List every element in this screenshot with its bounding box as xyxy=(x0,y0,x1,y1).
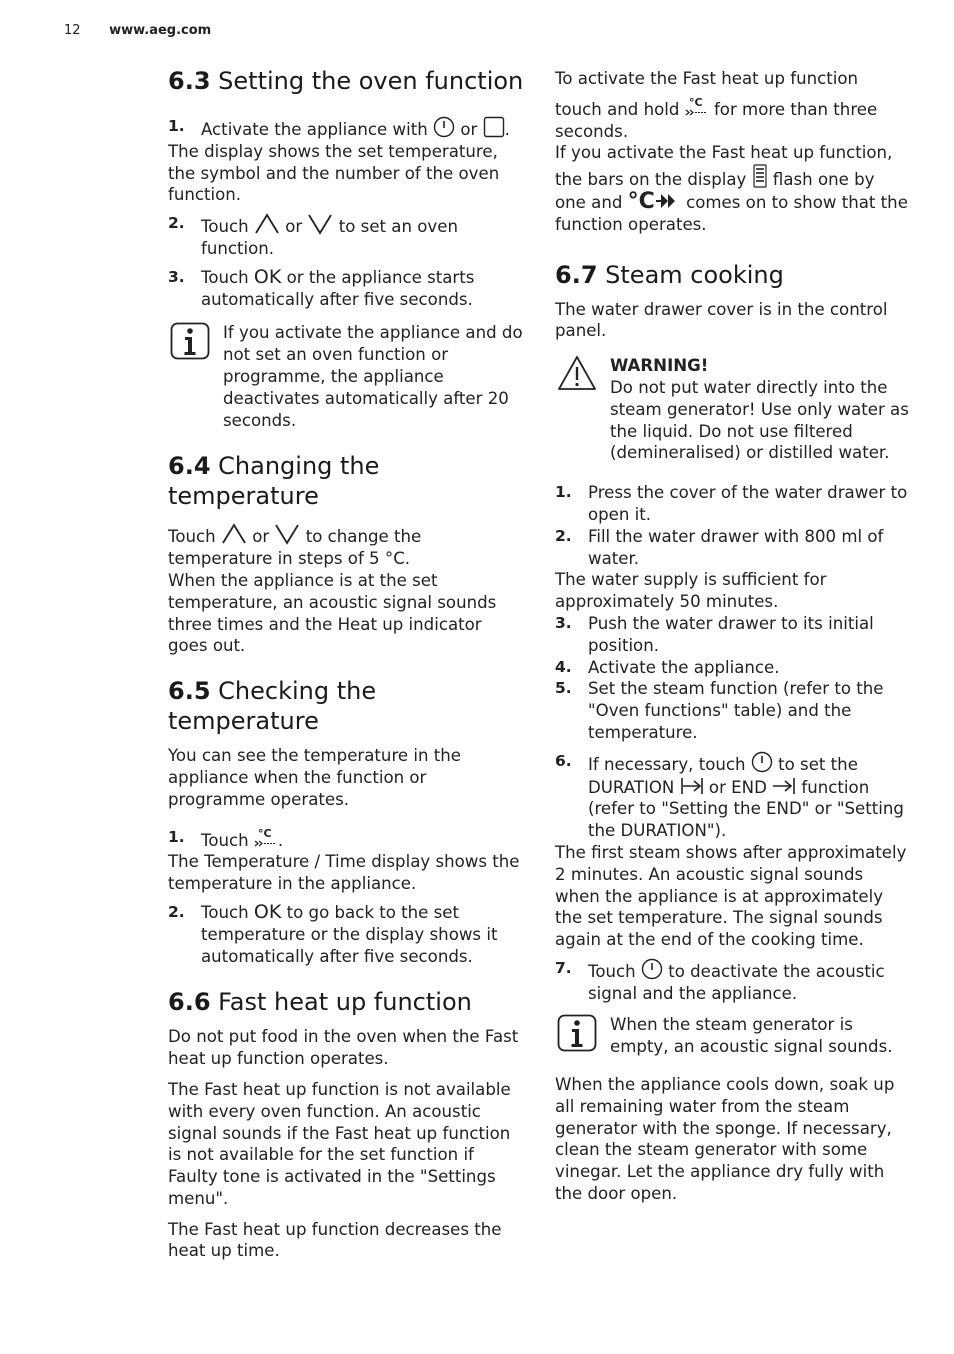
step-item: 2. Fill the water drawer with 800 ml of water. xyxy=(555,526,884,568)
chevron-down-icon xyxy=(307,213,333,235)
thermometer-celsius-icon xyxy=(685,96,709,118)
fast-forward-arrow-icon xyxy=(655,191,681,211)
step-item: 1. Press the cover of the water drawer to open it. xyxy=(555,483,908,524)
paragraph: Do not put food in the oven when the Fast heat up function operates. xyxy=(168,1027,519,1069)
paragraph: When the appliance is at the set temperature, an acoustic signal sounds three times and the Heat up indicator goes out. xyxy=(168,570,497,656)
thermometer-celsius-icon xyxy=(254,827,278,849)
step-continuation: The display shows the set temperature, the symbol and the number of the oven function. xyxy=(168,141,500,205)
duration-icon xyxy=(680,776,704,796)
step-item: 1. Activate the appliance with or . xyxy=(168,117,510,139)
ok-icon: OK xyxy=(253,900,282,923)
warning-note xyxy=(555,355,910,464)
paragraph: The Fast heat up function decreases the heat up time. xyxy=(168,1219,502,1261)
chevron-up-icon xyxy=(221,523,247,545)
step-item: 2. Touch OK to go back to the set temperature or the display shows it automatically after five seconds. xyxy=(168,900,498,966)
step-item: 2. Touch or to set an oven function. xyxy=(168,214,458,258)
page-header xyxy=(64,23,211,38)
warning-text: Do not put water directly into the steam generator! Use only water as the liquid. Do not use filtered (demineralised) or distilled water. xyxy=(610,377,909,463)
warning-triangle-icon xyxy=(557,355,597,397)
paragraph: The water supply is sufficient for approximately 50 minutes. xyxy=(555,570,827,612)
section-6-7-heading: 6.7 Steam cooking xyxy=(555,260,784,289)
step-item: 5. Set the steam function (refer to the "Oven functions" table) and the temperature. xyxy=(555,679,884,742)
info-icon xyxy=(557,1014,597,1058)
section-6-4-heading: 6.4 Changing the temperature xyxy=(168,452,380,511)
left-column xyxy=(168,66,524,1262)
step-item: 1. Touch °C . xyxy=(168,826,284,850)
square-icon xyxy=(483,116,505,138)
paragraph: The first steam shows after approximately 2 minutes. An acoustic signal sounds when the appliance is at approximately the set temperature. The signal sounds again at the end of the cooking time. xyxy=(555,842,907,950)
section-6-5-heading: 6.5 Checking the temperature xyxy=(168,677,377,736)
section-6-3-heading: 6.3 Setting the oven function xyxy=(168,67,524,95)
warning-title: WARNING! xyxy=(610,356,709,376)
chevron-up-icon xyxy=(254,213,280,235)
end-icon xyxy=(772,776,796,796)
paragraph: touch and hold °C for more than three seconds. xyxy=(555,95,878,141)
paragraph: To activate the Fast heat up function xyxy=(555,69,859,88)
step-item: 6. If necessary, touch to set the DURATION or END function (refer to "Setting the END" or "Setting the DURATION"). xyxy=(555,751,904,841)
paragraph: If you activate the Fast heat up function, the bars on the display flash one by one and °C comes on to show that the function operates. xyxy=(555,143,908,234)
step-item: 4. Activate the appliance. xyxy=(555,657,780,677)
heat-up-indicator-icon: °C xyxy=(628,193,681,212)
info-note: When the steam generator is empty, an acoustic signal sounds. xyxy=(555,1014,910,1058)
svg-text:°C: °C xyxy=(257,826,272,840)
svg-text:°C: °C xyxy=(688,95,703,109)
step-item: 7. Touch to deactivate the acoustic signal and the appliance. xyxy=(555,958,885,1003)
paragraph: Touch or to change the temperature in steps of 5 °C. xyxy=(168,523,524,570)
page-number: 12 xyxy=(64,23,81,38)
paragraph: The Fast heat up function is not available with every oven function. An acoustic signal sounds if the Fast heat up function is not available for the set function if Faulty tone is activated in the "Settings menu". xyxy=(168,1079,511,1208)
info-note: If you activate the appliance and do not set an oven function or programme, the appliance deactivates automatically after 20 seconds. xyxy=(168,322,524,431)
clock-icon xyxy=(751,751,773,773)
step-continuation: The Temperature / Time display shows the temperature in the appliance. xyxy=(168,852,520,894)
info-icon xyxy=(170,322,210,366)
step-item: 3. Push the water drawer to its initial position. xyxy=(555,613,874,655)
website: www.aeg.com xyxy=(109,23,212,38)
right-column xyxy=(555,68,910,1205)
paragraph: The water drawer cover is in the control panel. xyxy=(555,299,888,341)
clock-icon xyxy=(641,958,663,980)
paragraph: You can see the temperature in the appliance when the function or programme operates. xyxy=(168,746,462,809)
display-bars-icon xyxy=(752,164,768,188)
step-item: 3. Touch OK or the appliance starts automatically after five seconds. xyxy=(168,265,475,309)
section-6-6-heading: 6.6 Fast heat up function xyxy=(168,988,472,1017)
on-off-icon xyxy=(433,116,455,138)
ok-icon: OK xyxy=(253,265,282,288)
paragraph: When the appliance cools down, soak up all remaining water from the steam generator with the sponge. If necessary, clean the steam generator with some vinegar. Let the appliance dry fully with the door open. xyxy=(555,1075,895,1204)
chevron-down-icon xyxy=(274,523,300,545)
